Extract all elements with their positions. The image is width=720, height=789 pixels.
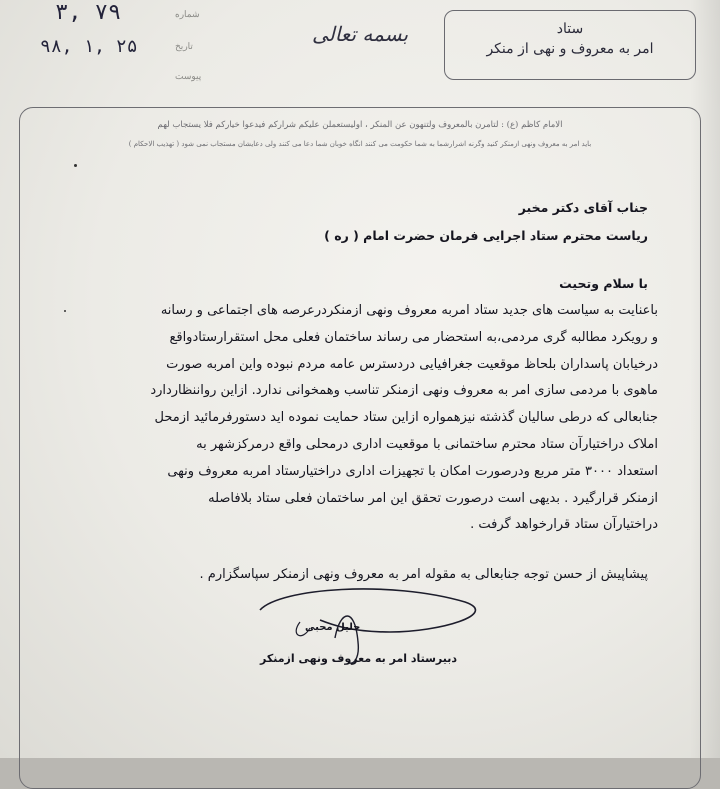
body-line: ازمنکر قرارگیرد . بدیهی است درصورت تحقق این امر ساختمان فعلی ستاد بلافاصله <box>208 490 658 506</box>
stray-mark <box>64 310 66 312</box>
recipient-name: جناب آقای دکتر مخبر <box>518 200 648 215</box>
closing-line: پیشاپیش از حسن توجه جنابعالی به مقوله امر به معروف ونهی ازمنکر سپاسگزارم . <box>199 567 648 582</box>
org-name-line1: ستاد <box>556 21 584 37</box>
org-name-line2: امر به معروف و نهی از منکر <box>486 41 654 57</box>
hadith-quote: الامام کاظم (ع) : لتامرن بالمعروف ولتنهون عن المنکر ، اولیستعملن علیکم شرارکم فیدعوا خیارکم فلا یستجاب لهم <box>157 120 563 130</box>
body-line: و رویکرد مطالبه گری مردمی،به استحضار می رساند ساختمان فعلی محل استقرارستادواقع <box>169 329 658 345</box>
hadith-translation: باید امر به معروف ونهی ازمنکر کنید وگرنه اشرارشما به شما حکومت می کنند انگاه خوبان شما دعا می کنند ولی دعایشان مستجاب نمی شود ( تهذیب الاحکام ) <box>128 140 592 148</box>
body-line: دراختیارآن ستاد قرارخواهد گرفت . <box>470 517 658 533</box>
signer-title: دبیرستاد امر به معروف ونهی ازمنکر <box>260 652 458 665</box>
letter-body <box>58 298 658 539</box>
letter-number: ۳, ۷۹ <box>55 0 122 25</box>
body-line: استعداد ۳۰۰۰ متر مربع ودرصورت امکان با تجهیزات اداری دراختیارستاد امربه معروف ونهی <box>167 463 658 479</box>
body-line: جنابعالی که درطی سالیان گذشته نیزهمواره ازاین ستاد حمایت نموده اید دستورفرمائید ازمحل <box>154 410 658 426</box>
number-label: شماره <box>175 10 200 20</box>
signer-name: جلیل محبی <box>305 622 361 633</box>
body-line: درخیابان پاسداران بلحاظ موقعیت جغرافیایی دردسترس عامه مردم نبوده واین امربه صورت <box>166 356 658 372</box>
body-line: املاک دراختیارآن ستاد محترم ساختمانی با موقعیت اداری درمحلی واقع درمرکزشهر به <box>196 436 658 452</box>
attachment-label: پیوست <box>175 72 202 82</box>
basmala-heading: بسمه تعالی <box>311 22 409 46</box>
date-label: تاریخ <box>175 42 193 52</box>
letter-date: ۹۸, ۱, ۲۵ <box>40 36 138 57</box>
recipient-title: ریاست محترم ستاد اجرایی فرمان حضرت امام ( ره ) <box>324 228 648 243</box>
greeting: با سلام وتحیت <box>559 276 648 291</box>
body-line: باعنایت به سیاست های جدید ستاد امربه معروف ونهی ازمنکردرعرصه های اجتماعی و رسانه <box>160 303 658 318</box>
body-line: ماهوی با مردمی سازی امر به معروف ونهی ازمنکر تناسب وهمخوانی ندارد. ازاین رواننظاردارد <box>150 383 658 399</box>
stray-mark <box>74 164 77 167</box>
organization-letterhead <box>444 10 696 80</box>
